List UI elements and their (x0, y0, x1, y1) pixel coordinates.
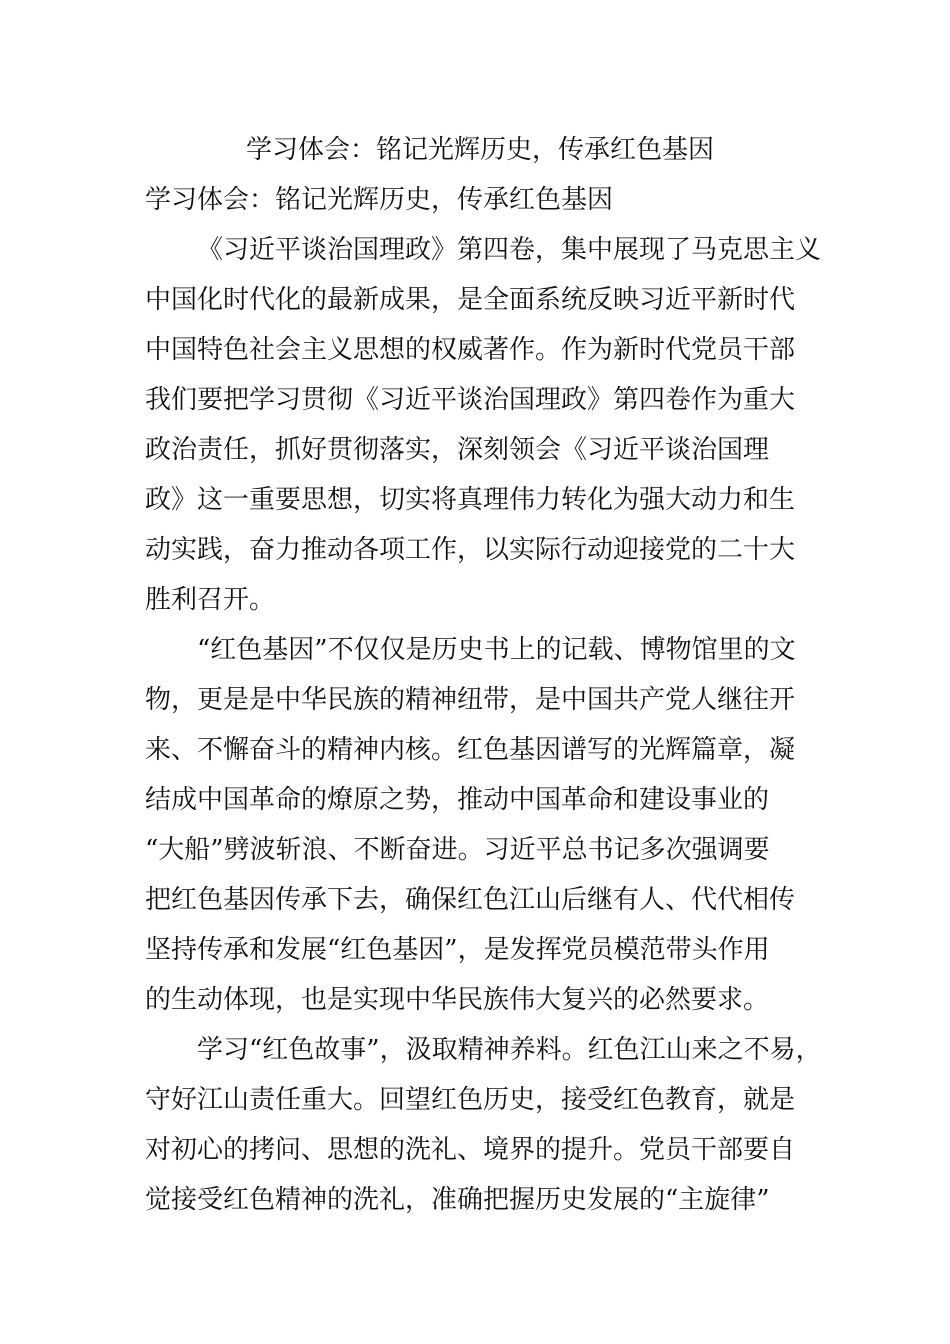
text-line: 守好江山责任重大。回望红色历史，接受红色教育，就是 (145, 1085, 796, 1115)
text-line: 觉接受红色精神的洗礼，准确把握历史发展的“主旋律” (145, 1185, 770, 1215)
text-line: 政》这一重要思想，切实将真理伟力转化为强大动力和生 (145, 485, 796, 515)
text-line: 把红色基因传承下去，确保红色江山后继有人、代代相传 (145, 885, 796, 915)
text-line: “红色基因”不仅仅是历史书上的记载、博物馆里的文 (197, 635, 796, 665)
text-line: 中国特色社会主义思想的权威著作。作为新时代党员干部 (145, 335, 796, 365)
page-title: 学习体会：铭记光辉历史，传承红色基因 (246, 135, 715, 165)
text-line: 学习“红色故事”，汲取精神养料。红色江山来之不易， (197, 1035, 822, 1065)
text-line: 胜利召开。 (145, 585, 276, 615)
text-line: 动实践，奋力推动各项工作，以实际行动迎接党的二十大 (145, 535, 796, 565)
text-line: 结成中国革命的燎原之势，推动中国革命和建设事业的 (145, 785, 770, 815)
text-line: “大船”劈波斩浪、不断奋进。习近平总书记多次强调要 (145, 835, 770, 865)
text-line: 坚持传承和发展“红色基因”，是发挥党员模范带头作用 (145, 935, 770, 965)
text-line: 我们要把学习贯彻《习近平谈治国理政》第四卷作为重大 (145, 385, 796, 415)
text-line: 政治责任，抓好贯彻落实，深刻领会《习近平谈治国理 (145, 435, 770, 465)
text-line: 的生动体现，也是实现中华民族伟大复兴的必然要求。 (145, 985, 770, 1015)
text-line: 物，更是是中华民族的精神纽带，是中国共产党人继往开 (145, 685, 796, 715)
text-line: 中国化时代化的最新成果，是全面系统反映习近平新时代 (145, 285, 796, 315)
text-line: 对初心的拷问、思想的洗礼、境界的提升。党员干部要自 (145, 1135, 796, 1165)
text-line: 来、不懈奋斗的精神内核。红色基因谱写的光辉篇章，凝 (145, 735, 796, 765)
document-subtitle: 学习体会：铭记光辉历史，传承红色基因 (145, 185, 614, 215)
text-line: 《习近平谈治国理政》第四卷，集中展现了马克思主义 (197, 235, 822, 265)
